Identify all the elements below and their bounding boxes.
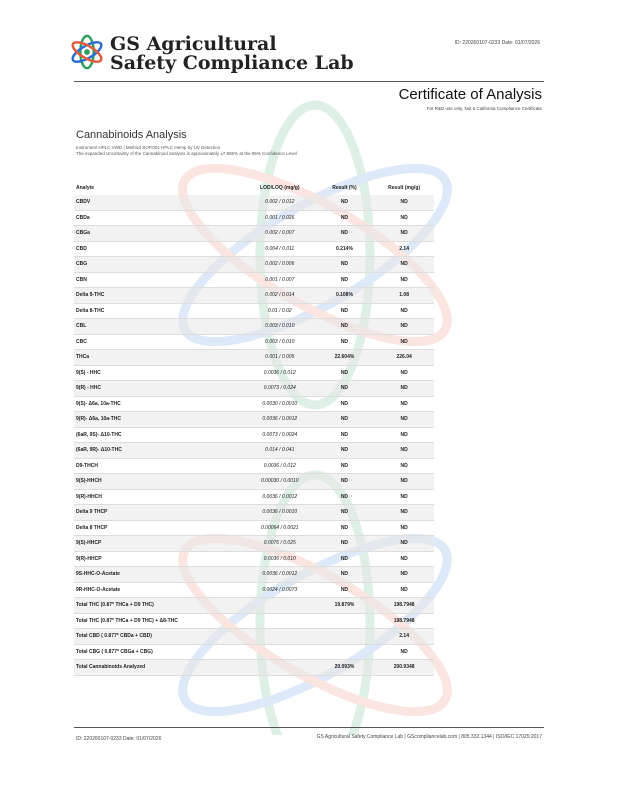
lod-loq-cell: 0.00030 / 0.0010 (245, 474, 315, 490)
result-percent-cell (315, 613, 375, 629)
result-mg-cell: ND (374, 195, 434, 210)
result-mg-cell: ND (374, 458, 434, 474)
lod-loq-cell: 0.003 / 0.010 (245, 319, 315, 335)
result-mg-cell: ND (374, 582, 434, 598)
lod-loq-cell: 0.0036 / 0.0012 (245, 567, 315, 583)
result-mg-cell: 198.7948 (374, 598, 434, 614)
result-percent-cell: ND (315, 319, 375, 335)
table-row (74, 365, 434, 381)
result-percent-cell: ND (315, 412, 375, 428)
result-percent-cell: 19.879% (315, 598, 375, 614)
result-percent-cell (315, 629, 375, 645)
analyte-cell: CBC (74, 334, 245, 350)
certificate-subtitle: For R&D use only, Not a California Compliance Certificate (426, 106, 542, 111)
result-percent-cell: ND (315, 489, 375, 505)
lod-loq-cell (245, 598, 315, 614)
analyte-cell: 9(S) - HHC (74, 365, 245, 381)
analyte-cell: (6aR, 9R)- Δ10-THC (74, 443, 245, 459)
uncertainty-line: The expanded Uncertainty of the Cannabinoid analysis is approximately ±7.806% at the 95% Confidence Level (76, 151, 297, 156)
header-result-percent: Result (%) (332, 185, 357, 191)
lod-loq-cell (245, 644, 315, 660)
analyte-cell: D9-THCH (74, 458, 245, 474)
table-row (74, 660, 434, 676)
result-mg-cell: 1.08 (374, 288, 434, 304)
header-result-mg: Result (mg/g) (388, 185, 421, 191)
table-row (74, 458, 434, 474)
result-mg-cell: 2.14 (374, 629, 434, 645)
analyte-cell: Total CBG ( 0.877* CBGa + CBG) (74, 644, 245, 660)
result-percent-cell: ND (315, 303, 375, 319)
result-percent-cell: ND (315, 210, 375, 226)
analyte-cell: 9S-HHC-O-Acetate (74, 567, 245, 583)
result-mg-cell: 198.7948 (374, 613, 434, 629)
lod-loq-cell: 0.0073 / 0.0024 (245, 427, 315, 443)
table-row (74, 427, 434, 443)
analyte-cell: CBGa (74, 226, 245, 242)
lod-loq-cell: 0.0036 / 0.012 (245, 365, 315, 381)
lod-loq-cell: 0.0036 / 0.010 (245, 551, 315, 567)
table-row (74, 396, 434, 412)
analyte-cell: Delta 8 THCP (74, 520, 245, 536)
brand-name (110, 35, 354, 73)
lod-loq-cell: 0.002 / 0.007 (245, 226, 315, 242)
lod-loq-cell (245, 629, 315, 645)
table-row (74, 350, 434, 366)
lod-loq-cell: 0.001 / 0.026 (245, 210, 315, 226)
table-row (74, 567, 434, 583)
table-row (74, 381, 434, 397)
table-row (74, 303, 434, 319)
result-mg-cell: ND (374, 551, 434, 567)
table-row (74, 551, 434, 567)
result-mg-cell: ND (374, 520, 434, 536)
analyte-cell: CBN (74, 272, 245, 288)
lod-loq-cell: 0.0076 / 0.025 (245, 536, 315, 552)
lod-loq-cell: 0.01 / 0.02 (245, 303, 315, 319)
lod-loq-cell: 0.00064 / 0.0021 (245, 520, 315, 536)
lod-loq-cell: 0.002 / 0.014 (245, 288, 315, 304)
table-row (74, 582, 434, 598)
result-percent-cell: ND (315, 396, 375, 412)
table-row (74, 536, 434, 552)
result-percent-cell: ND (315, 272, 375, 288)
analyte-cell: 9(R)-HHCP (74, 551, 245, 567)
analyte-cell: CBL (74, 319, 245, 335)
result-percent-cell: 0.108% (315, 288, 375, 304)
table-row (74, 474, 434, 490)
result-percent-cell: ND (315, 257, 375, 273)
result-percent-cell: ND (315, 226, 375, 242)
cannabinoids-table (74, 181, 434, 676)
brand-line-1: GS Agricultural (110, 33, 277, 55)
result-mg-cell: ND (374, 474, 434, 490)
result-mg-cell: ND (374, 567, 434, 583)
lod-loq-cell: 0.0036 / 0.0010 (245, 505, 315, 521)
table-row (74, 520, 434, 536)
result-percent-cell: ND (315, 551, 375, 567)
table-row (74, 505, 434, 521)
analyte-cell: CBDV (74, 195, 245, 210)
table-row (74, 226, 434, 242)
header-id-date: ID: 220260107-0233 Date: 01/07/2026 (454, 40, 540, 46)
result-percent-cell: ND (315, 427, 375, 443)
analyte-cell: CBD (74, 241, 245, 257)
analyte-cell: Delta 9-THC (74, 288, 245, 304)
footer-lab-info: GS Agricultural Safety Compliance Lab | GScompliancelab.com | 805.332.1344 | ISO/IEC 17025:2017 (316, 734, 542, 740)
header-divider (74, 81, 544, 82)
result-mg-cell: ND (374, 427, 434, 443)
result-percent-cell: ND (315, 520, 375, 536)
section-title: Cannabinoids Analysis (76, 129, 187, 141)
result-mg-cell: ND (374, 412, 434, 428)
result-percent-cell: 0.214% (315, 241, 375, 257)
result-mg-cell: ND (374, 210, 434, 226)
table-row (74, 210, 434, 226)
footer-id-date: ID: 220260107-0233 Date: 01/07/2026 (76, 736, 162, 742)
analyte-cell: 9(R)- Δ6a, 10a-THC (74, 412, 245, 428)
result-percent-cell: 20.093% (315, 660, 375, 676)
result-percent-cell: ND (315, 195, 375, 210)
result-mg-cell: ND (374, 489, 434, 505)
lod-loq-cell: 0.0024 / 0.0073 (245, 582, 315, 598)
result-mg-cell: ND (374, 334, 434, 350)
result-mg-cell: 226.04 (374, 350, 434, 366)
table-header-row (74, 181, 434, 195)
analyte-cell: 9(S)-HHCH (74, 474, 245, 490)
table-row (74, 598, 434, 614)
result-percent-cell: ND (315, 365, 375, 381)
lod-loq-cell: 0.001 / 0.007 (245, 272, 315, 288)
table-row (74, 257, 434, 273)
result-percent-cell: ND (315, 458, 375, 474)
analyte-cell: Total THC (0.87* THCa + D9 THC) + Δ8-THC (74, 613, 245, 629)
result-mg-cell: ND (374, 257, 434, 273)
analyte-cell: CBG (74, 257, 245, 273)
result-mg-cell: ND (374, 272, 434, 288)
result-percent-cell: ND (315, 474, 375, 490)
lod-loq-cell: 0.004 / 0.011 (245, 241, 315, 257)
analyte-cell: CBDa (74, 210, 245, 226)
brand-line-2: Safety Compliance Lab (110, 52, 354, 74)
certificate-title: Certificate of Analysis (398, 86, 542, 103)
result-mg-cell: ND (374, 319, 434, 335)
header-analyte: Analyte (76, 185, 95, 191)
result-mg-cell: ND (374, 365, 434, 381)
table-row (74, 412, 434, 428)
result-mg-cell: 2.14 (374, 241, 434, 257)
result-mg-cell: 200.9348 (374, 660, 434, 676)
result-percent-cell: ND (315, 536, 375, 552)
analyte-cell: 9R-HHC-O-Acetate (74, 582, 245, 598)
table-row (74, 288, 434, 304)
analyte-cell: Total Cannabinoids Analyzed (74, 660, 245, 676)
result-mg-cell: ND (374, 505, 434, 521)
lod-loq-cell: 0.0036 / 0.012 (245, 458, 315, 474)
lod-loq-cell: 0.002 / 0.006 (245, 257, 315, 273)
lod-loq-cell: 0.0036 / 0.0012 (245, 412, 315, 428)
table-row (74, 489, 434, 505)
result-percent-cell: ND (315, 334, 375, 350)
result-mg-cell: ND (374, 536, 434, 552)
result-mg-cell: ND (374, 226, 434, 242)
header-lod-loq: LOD/LOQ (mg/g) (260, 185, 300, 191)
result-mg-cell: ND (374, 396, 434, 412)
table-row (74, 334, 434, 350)
lod-loq-cell: 0.0030 / 0.0010 (245, 396, 315, 412)
result-mg-cell: ND (374, 303, 434, 319)
lod-loq-cell (245, 660, 315, 676)
result-mg-cell: ND (374, 381, 434, 397)
lod-loq-cell: 0.002 / 0.012 (245, 195, 315, 210)
table-row (74, 241, 434, 257)
lod-loq-cell: 0.0036 / 0.0012 (245, 489, 315, 505)
table-row (74, 443, 434, 459)
lod-loq-cell: 0.003 / 0.010 (245, 334, 315, 350)
result-mg-cell: ND (374, 443, 434, 459)
lod-loq-cell (245, 613, 315, 629)
analyte-cell: 9(S)-HHCP (74, 536, 245, 552)
lod-loq-cell: 0.001 / 0.005 (245, 350, 315, 366)
table-row (74, 613, 434, 629)
analyte-cell: Delta 9 THCP (74, 505, 245, 521)
table-row (74, 272, 434, 288)
table-row (74, 195, 434, 210)
lod-loq-cell: 0.0073 / 0.024 (245, 381, 315, 397)
lod-loq-cell: 0.014 / 0.041 (245, 443, 315, 459)
analyte-cell: Delta 8-THC (74, 303, 245, 319)
analyte-cell: (6aR, 9S)- Δ10-THC (74, 427, 245, 443)
result-mg-cell: ND (374, 644, 434, 660)
analyte-cell: 9(R)-HHCH (74, 489, 245, 505)
analyte-cell: Total CBD ( 0.877* CBDa + CBD) (74, 629, 245, 645)
table-row (74, 644, 434, 660)
result-percent-cell (315, 644, 375, 660)
analyte-cell: THCa (74, 350, 245, 366)
analyte-cell: 9(R) - HHC (74, 381, 245, 397)
result-percent-cell: 22.604% (315, 350, 375, 366)
table-row (74, 629, 434, 645)
analyte-cell: Total THC (0.87* THCa + D9 THC) (74, 598, 245, 614)
instrument-line: Instrument HPLC VWD | Method SOP.001 HPLC Hemp by UV Detection (76, 145, 221, 150)
result-percent-cell: ND (315, 505, 375, 521)
atom-logo-icon (68, 33, 106, 71)
result-percent-cell: ND (315, 567, 375, 583)
result-percent-cell: ND (315, 381, 375, 397)
result-percent-cell: ND (315, 582, 375, 598)
analyte-cell: 9(S)- Δ6a, 10a-THC (74, 396, 245, 412)
footer-divider (74, 727, 544, 728)
table-row (74, 319, 434, 335)
result-percent-cell: ND (315, 443, 375, 459)
